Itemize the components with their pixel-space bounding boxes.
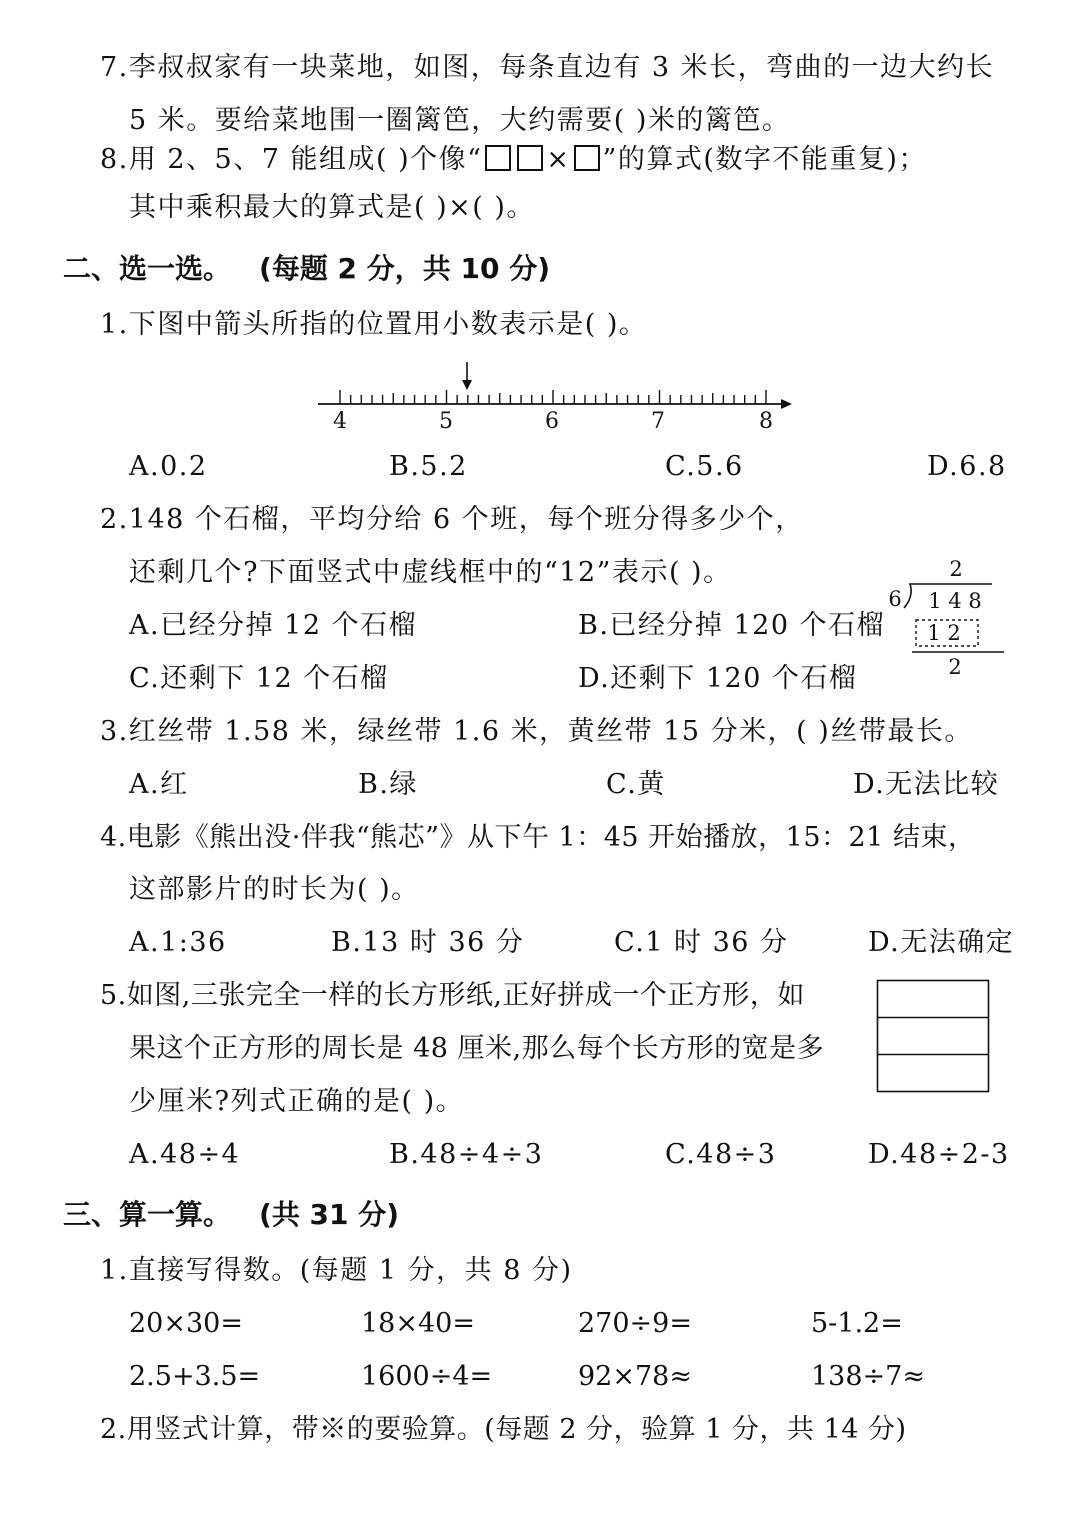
division-remainder: 2 — [948, 655, 962, 679]
division-divisor: 6 — [888, 587, 902, 611]
section-2-subtitle: (每题 2 分，共 10 分) — [259, 252, 551, 285]
s2-q4-stem-2: 这部影片的时长为( )。 — [129, 874, 420, 905]
section-3-subtitle: (共 31 分) — [259, 1198, 400, 1231]
nl-label-4: 4 — [333, 409, 347, 434]
q7-line-2: 5 米。要给菜地围一圈篱笆，大约需要( )米的篱笆。 — [129, 105, 791, 136]
division-product: 1 2 — [927, 621, 961, 645]
s2-q1-option-a: A.0.2 — [129, 451, 208, 482]
s2-q4-option-b: B.13 时 36 分 — [331, 927, 525, 958]
nl-label-7: 7 — [651, 409, 665, 434]
s2-q2-option-b: B.已经分掉 120 个石榴 — [578, 610, 886, 641]
square-of-three-rectangles — [876, 979, 992, 1095]
s2-q5-stem-1: 5.如图,三张完全一样的长方形纸,正好拼成一个正方形，如 — [100, 980, 805, 1011]
calc-2: 18×40= — [361, 1308, 475, 1339]
q8-line-2: 其中乘积最大的算式是( )×( )。 — [129, 192, 535, 223]
section-2-header — [63, 251, 550, 287]
s2-q5-option-a: A.48÷4 — [129, 1139, 241, 1170]
calc-7: 92×78≈ — [578, 1361, 692, 1392]
calc-6: 1600÷4= — [361, 1361, 493, 1392]
s2-q2-stem-2: 还剩几个?下面竖式中虚线框中的“12”表示( )。 — [129, 557, 732, 588]
q8-text-a: 8.用 2、5、7 能组成( )个像“ — [100, 144, 483, 175]
s2-q3-option-d: D.无法比较 — [853, 769, 1000, 800]
division-quotient: 2 — [949, 557, 963, 581]
s2-q3-option-c: C.黄 — [606, 769, 666, 800]
nl-label-6: 6 — [545, 409, 559, 434]
q7-line-1: 7.李叔叔家有一块菜地，如图，每条直边有 3 米长，弯曲的一边大约长 — [100, 52, 995, 83]
s2-q1-option-b: B.5.2 — [389, 451, 468, 482]
section-3-title: 三、算一算。 — [63, 1198, 232, 1231]
s2-q4-option-d: D.无法确定 — [868, 927, 1015, 958]
calc-1: 20×30= — [129, 1308, 243, 1339]
s2-q3-stem: 3.红丝带 1.58 米，绿丝带 1.6 米，黄丝带 15 分米，( )丝带最长。 — [100, 716, 973, 747]
s2-q5-stem-2: 果这个正方形的周长是 48 厘米,那么每个长方形的宽是多 — [129, 1033, 825, 1064]
s2-q3-option-b: B.绿 — [358, 769, 418, 800]
calc-5: 2.5+3.5= — [129, 1361, 261, 1392]
s2-q5-option-c: C.48÷3 — [665, 1139, 777, 1170]
q8-text-c: ”的算式(数字不能重复)； — [602, 144, 927, 175]
s2-q1-option-d: D.6.8 — [927, 451, 1007, 482]
times-sign: × — [546, 144, 571, 175]
section-2-title: 二、选一选。 — [63, 252, 232, 285]
s2-q2-stem-1: 2.148 个石榴，平均分给 6 个班，每个班分得多少个， — [100, 504, 804, 535]
s3-q1-stem: 1.直接写得数。(每题 1 分，共 8 分) — [100, 1255, 573, 1286]
q8-line-1 — [100, 143, 927, 177]
s2-q2-option-c: C.还剩下 12 个石榴 — [129, 663, 389, 694]
calc-3: 270÷9= — [578, 1308, 692, 1339]
s2-q1-stem: 1.下图中箭头所指的位置用小数表示是( )。 — [100, 309, 648, 340]
division-dividend: 1 4 8 — [928, 589, 982, 613]
calc-4: 5-1.2= — [811, 1308, 903, 1339]
digit-box-3 — [574, 145, 600, 171]
s2-q4-option-c: C.1 时 36 分 — [614, 927, 789, 958]
section-3-header — [63, 1197, 399, 1233]
calc-8: 138÷7≈ — [811, 1361, 925, 1392]
s2-q4-option-a: A.1:36 — [129, 927, 227, 958]
s2-q4-stem-1: 4.电影《熊出没·伴我“熊芯”》从下午 1：45 开始播放，15：21 结束， — [100, 822, 976, 853]
number-line — [0, 360, 1080, 434]
nl-label-5: 5 — [439, 409, 453, 434]
long-division-figure — [880, 552, 1020, 692]
digit-box-2 — [517, 145, 543, 171]
s2-q2-option-d: D.还剩下 120 个石榴 — [578, 663, 858, 694]
s2-q5-option-b: B.48÷4÷3 — [389, 1139, 544, 1170]
s2-q1-option-c: C.5.6 — [665, 451, 744, 482]
nl-label-8: 8 — [759, 409, 773, 434]
down-arrow-icon — [462, 380, 472, 390]
digit-box-1 — [485, 145, 511, 171]
s2-q5-option-d: D.48÷2-3 — [868, 1139, 1010, 1170]
s2-q3-option-a: A.红 — [129, 769, 189, 800]
s2-q2-option-a: A.已经分掉 12 个石榴 — [129, 610, 418, 641]
s3-q2-stem: 2.用竖式计算，带※的要验算。(每题 2 分，验算 1 分，共 14 分) — [100, 1414, 907, 1445]
s2-q5-stem-3: 少厘米?列式正确的是( )。 — [129, 1086, 465, 1117]
